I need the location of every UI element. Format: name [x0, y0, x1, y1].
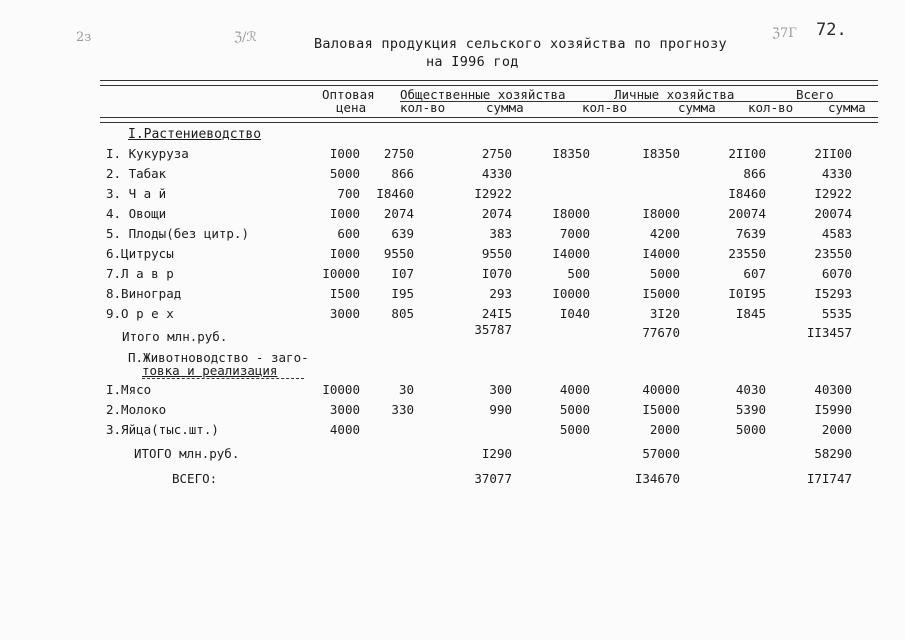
- cell-pq: 9550: [383, 246, 414, 261]
- cell-pq: 2074: [383, 206, 414, 221]
- cell-ts: 5535: [821, 306, 852, 321]
- header-total: Всего: [796, 87, 834, 102]
- cell-ps: 383: [489, 226, 512, 241]
- header-price-line-1: Оптовая: [322, 87, 375, 102]
- cell-price: I000: [329, 206, 360, 221]
- cell-price: I000: [329, 246, 360, 261]
- header-public-sum: сумма: [486, 100, 524, 115]
- title-line-2: на I996 год: [426, 54, 519, 70]
- cell-pq: 30: [398, 382, 414, 397]
- cell-pq: I95: [391, 286, 414, 301]
- header-personal-farms: Личные хозяйства: [614, 87, 735, 102]
- margin-mark: ℨ/ℛ: [234, 30, 257, 45]
- cell-ls: 2000: [649, 422, 680, 437]
- cell-tq: 23550: [728, 246, 766, 261]
- page-number: 72.: [816, 20, 847, 40]
- cell-ts: 4583: [821, 226, 852, 241]
- subtotal-label: ИТОГО млн.руб.: [134, 446, 240, 461]
- row-name: 5. Плоды(без цитр.): [106, 226, 249, 241]
- row-name: 2.Молоко: [106, 402, 167, 417]
- cell-ls: I8000: [642, 206, 680, 221]
- cell-tq: 2II00: [728, 146, 766, 161]
- section-title-livestock-1: П.Животноводство - заго-: [128, 350, 309, 365]
- row-name: 7.Л а в р: [106, 266, 174, 281]
- cell-tq: I8460: [728, 186, 766, 201]
- cell-ls: I4000: [642, 246, 680, 261]
- cell-ps: 2074: [481, 206, 512, 221]
- cell-ls: 5000: [649, 266, 680, 281]
- row-name: 3.Яйца(тыс.шт.): [106, 422, 219, 437]
- cell-lq: I0000: [552, 286, 590, 301]
- subtotal-public-sum: 35787: [474, 322, 512, 337]
- cell-lq: 7000: [559, 226, 590, 241]
- header-personal-qty: кол-во: [582, 100, 628, 115]
- row-name: 8.Виноград: [106, 286, 182, 301]
- header-bottom-rule: [100, 117, 878, 123]
- cell-ts: 2000: [821, 422, 852, 437]
- cell-lq: 5000: [559, 402, 590, 417]
- cell-price: I000: [329, 146, 360, 161]
- cell-ts: I5990: [814, 402, 852, 417]
- cell-ps: I2922: [474, 186, 512, 201]
- section-title-livestock-2: товка и реализация: [142, 363, 278, 378]
- row-name: 2. Табак: [106, 166, 167, 181]
- cell-lq: I040: [559, 306, 590, 321]
- cell-pq: 330: [391, 402, 414, 417]
- cell-tq: 866: [743, 166, 766, 181]
- cell-ls: 3I20: [649, 306, 680, 321]
- cell-ps: 4330: [481, 166, 512, 181]
- grand-total-personal-sum: I34670: [634, 471, 680, 486]
- cell-ts: 23550: [814, 246, 852, 261]
- cell-ps: 2750: [481, 146, 512, 161]
- cell-ts: 6070: [821, 266, 852, 281]
- cell-pq: 2750: [383, 146, 414, 161]
- cell-ts: 20074: [814, 206, 852, 221]
- cell-lq: 4000: [559, 382, 590, 397]
- cell-ls: I5000: [642, 286, 680, 301]
- cell-ts: 4330: [821, 166, 852, 181]
- cell-ls: I5000: [642, 402, 680, 417]
- section-title-underline: [142, 378, 304, 379]
- cell-tq: 4030: [735, 382, 766, 397]
- cell-ps: 9550: [481, 246, 512, 261]
- cell-pq: 866: [391, 166, 414, 181]
- subtotal-public-sum: I290: [481, 446, 512, 461]
- cell-lq: 500: [567, 266, 590, 281]
- section-title-crops: I.Растениеводство: [128, 127, 262, 142]
- cell-pq: 639: [391, 226, 414, 241]
- cell-price: 3000: [329, 306, 360, 321]
- row-name: 6.Цитрусы: [106, 246, 174, 261]
- cell-tq: 5390: [735, 402, 766, 417]
- header-public-qty: кол-во: [400, 100, 446, 115]
- cell-ts: 40300: [814, 382, 852, 397]
- grand-total-label: ВСЕГО:: [172, 471, 218, 486]
- cell-price: I0000: [322, 266, 360, 281]
- cell-ls: 40000: [642, 382, 680, 397]
- cell-ps: I070: [481, 266, 512, 281]
- cell-tq: 7639: [735, 226, 766, 241]
- cell-tq: 20074: [728, 206, 766, 221]
- grand-total-public-sum: 37077: [474, 471, 512, 486]
- row-name: I.Мясо: [106, 382, 152, 397]
- row-name: 4. Овощи: [106, 206, 167, 221]
- cell-pq: 805: [391, 306, 414, 321]
- cell-price: 700: [337, 186, 360, 201]
- subtotal-total-sum: 58290: [814, 446, 852, 461]
- cell-price: 600: [337, 226, 360, 241]
- cell-price: 5000: [329, 166, 360, 181]
- cell-ls: I8350: [642, 146, 680, 161]
- cell-price: I500: [329, 286, 360, 301]
- title-line-1: Валовая продукция сельского хозяйства по прогнозу: [314, 36, 727, 52]
- cell-tq: 5000: [735, 422, 766, 437]
- header-personal-sum: сумма: [678, 100, 716, 115]
- subtotal-total-sum: II3457: [806, 325, 852, 340]
- cell-tq: I845: [735, 306, 766, 321]
- row-name: 9.О р е х: [106, 306, 174, 321]
- header-price-line-2: цена: [336, 100, 367, 115]
- cell-pq: I07: [391, 266, 414, 281]
- cell-ts: 2II00: [814, 146, 852, 161]
- cell-tq: I0I95: [728, 286, 766, 301]
- cell-ts: I5293: [814, 286, 852, 301]
- cell-ps: 300: [489, 382, 512, 397]
- table-top-rule: [100, 80, 878, 86]
- subtotal-personal-sum: 57000: [642, 446, 680, 461]
- cell-ps: 293: [489, 286, 512, 301]
- header-public-farms: Общественные хозяйства: [400, 87, 566, 102]
- cell-lq: I4000: [552, 246, 590, 261]
- cell-ps: 24I5: [481, 306, 512, 321]
- header-rule: [400, 101, 878, 102]
- cell-ts: I2922: [814, 186, 852, 201]
- cell-lq: I8000: [552, 206, 590, 221]
- margin-mark: 2з: [76, 30, 92, 45]
- cell-tq: 607: [743, 266, 766, 281]
- cell-price: I0000: [322, 382, 360, 397]
- cell-lq: I8350: [552, 146, 590, 161]
- header-total-qty: кол-во: [748, 100, 794, 115]
- header-total-sum: сумма: [828, 100, 866, 115]
- cell-ls: 4200: [649, 226, 680, 241]
- row-name: I. Кукуруза: [106, 146, 189, 161]
- cell-lq: 5000: [559, 422, 590, 437]
- subtotal-label: Итого млн.руб.: [122, 329, 228, 344]
- cell-ps: 990: [489, 402, 512, 417]
- grand-total-total-sum: I7I747: [806, 471, 852, 486]
- row-name: 3. Ч а й: [106, 186, 167, 201]
- cell-price: 4000: [329, 422, 360, 437]
- cell-pq: I8460: [376, 186, 414, 201]
- cell-price: 3000: [329, 402, 360, 417]
- subtotal-personal-sum: 77670: [642, 325, 680, 340]
- margin-mark: ℨ7Г: [772, 26, 797, 41]
